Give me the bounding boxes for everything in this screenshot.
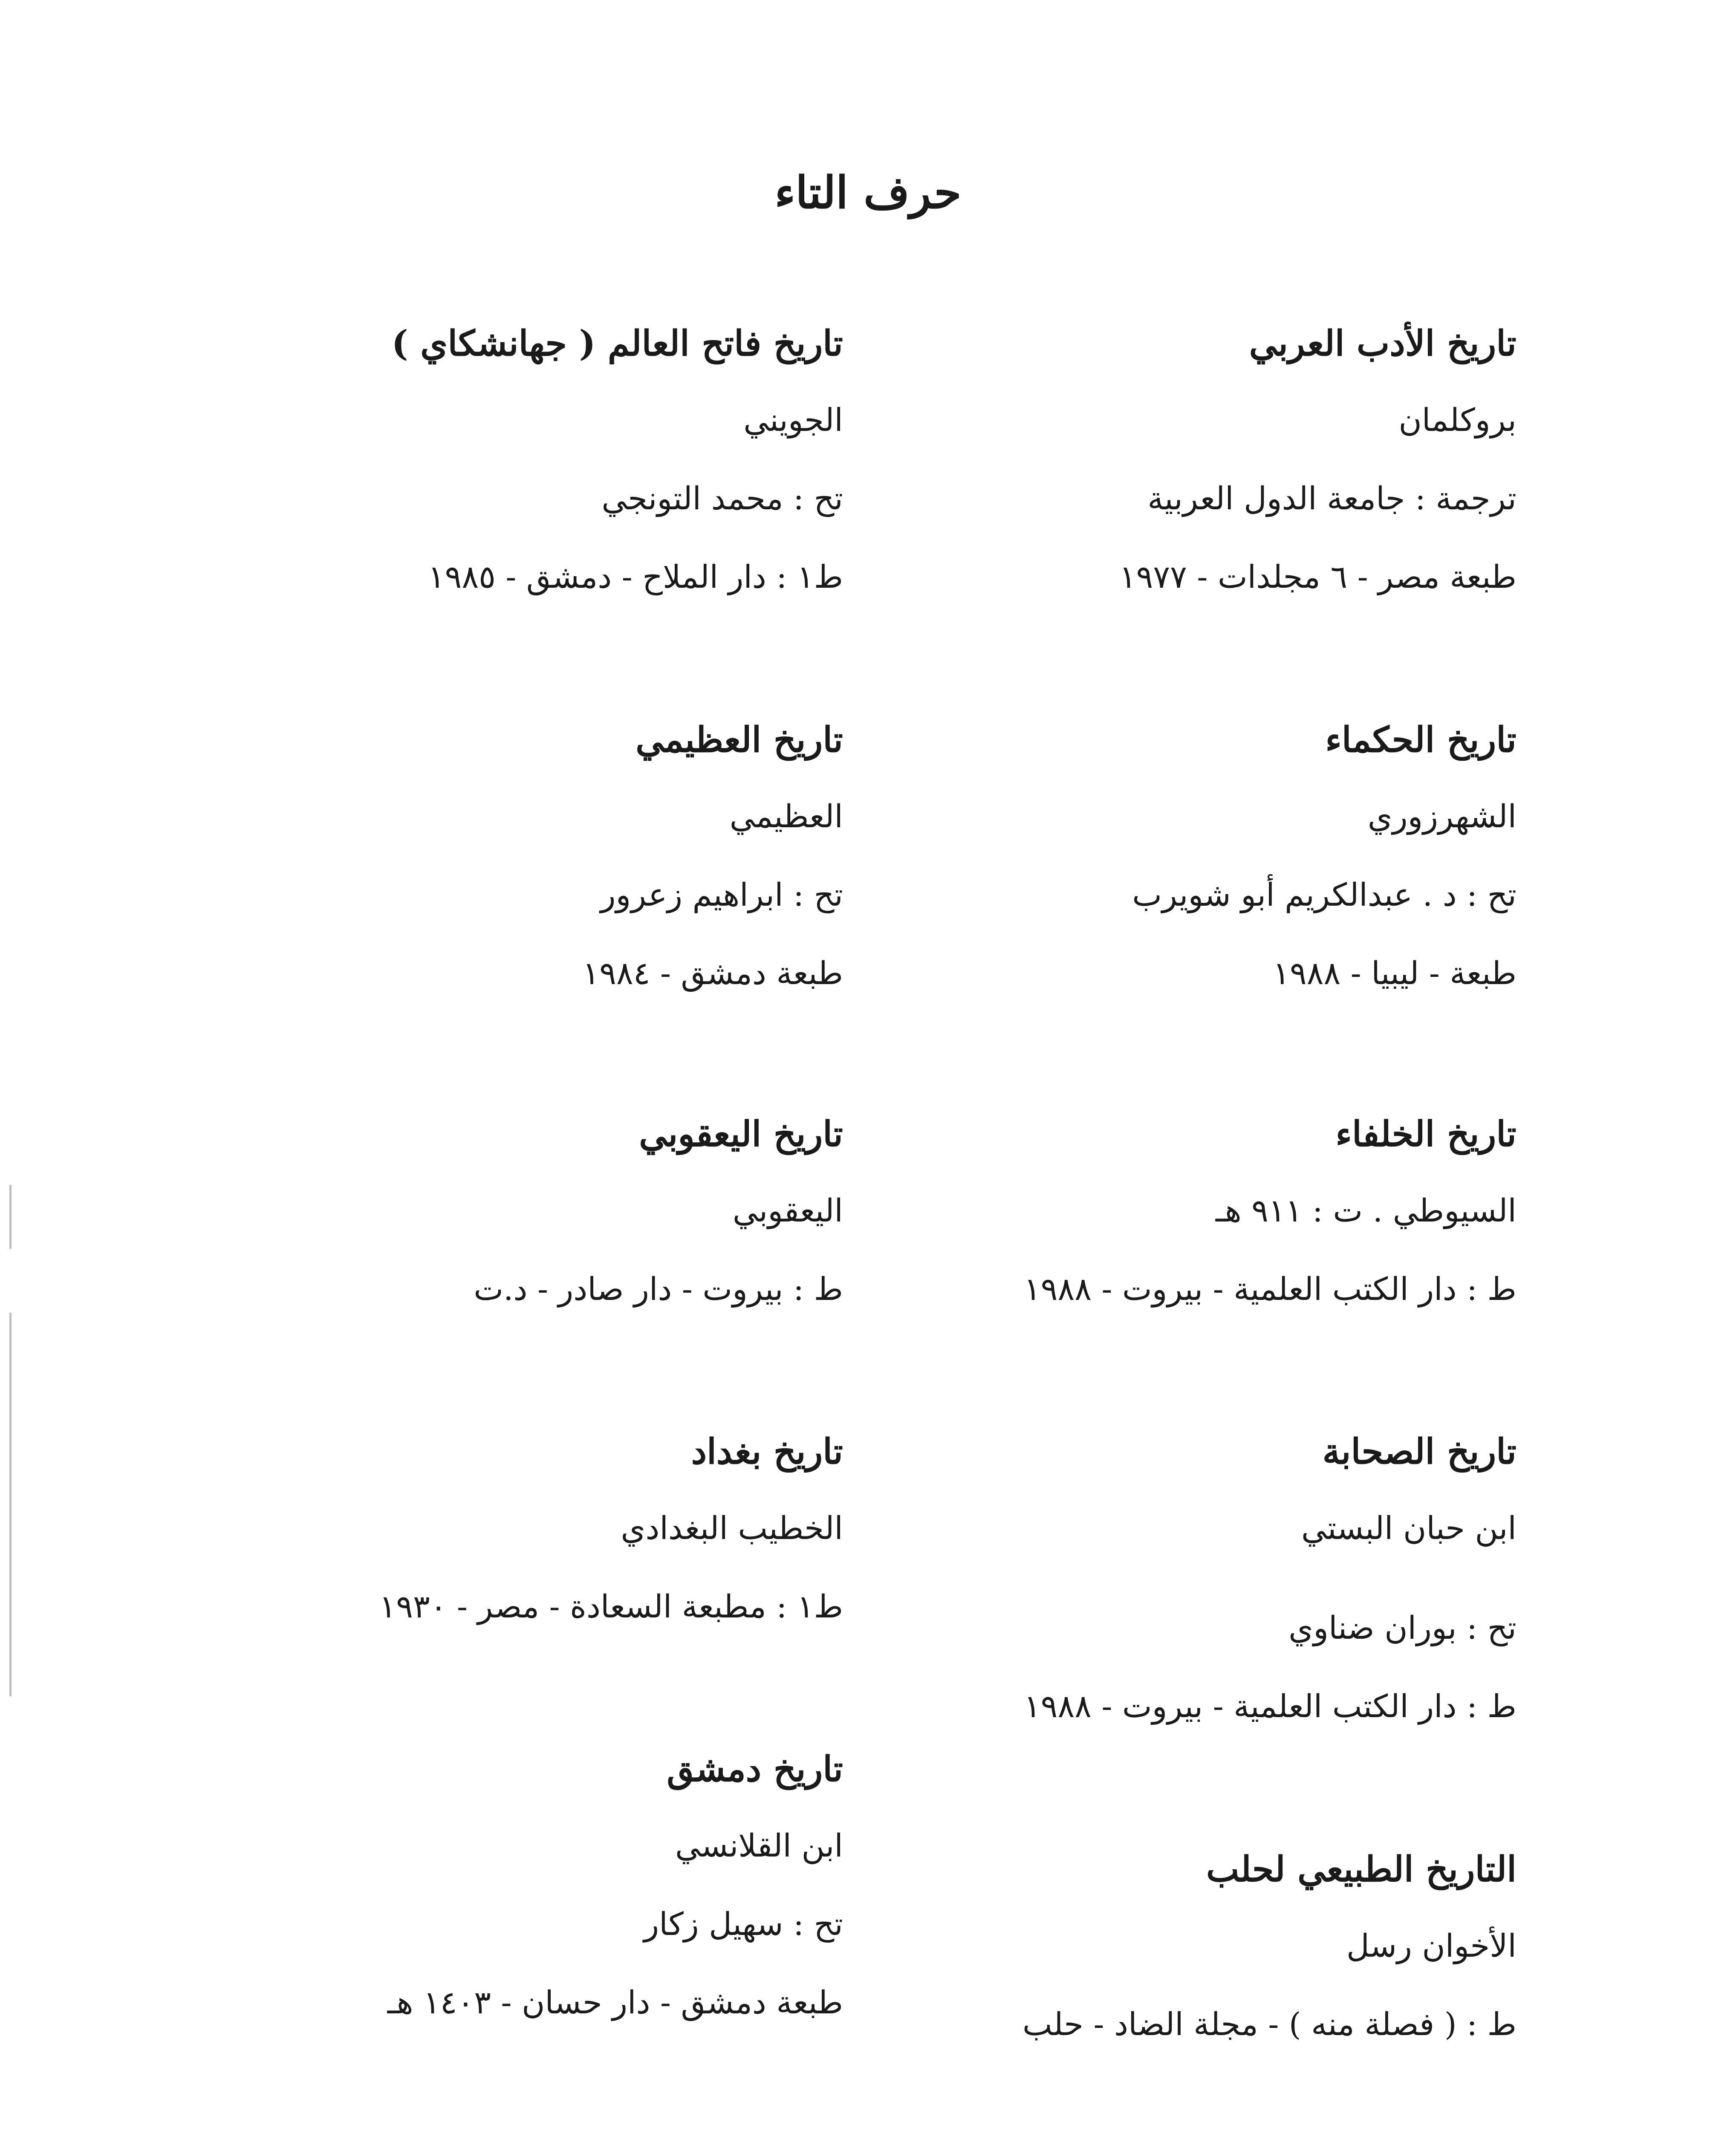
entry-khulafa (1024, 1114, 1516, 1352)
entry-title: التاريخ الطبيعي لحلب (1206, 1849, 1516, 1890)
entry-author: الأخوان رسل (1346, 1928, 1516, 1964)
entry-edition: ط١ : مطبعة السعادة - مصر - ١٩٣٠ (379, 1588, 843, 1625)
entry-author: العظيمي (729, 798, 843, 835)
entry-author: الشهرزوري (1367, 798, 1516, 835)
entry-edition: ط : ( فصلة منه ) - مجلة الضاد - حلب (1023, 2006, 1516, 2043)
entry-edition: ط : دار الكتب العلمية - بيروت - ١٩٨٨ (1024, 1271, 1516, 1308)
entry-hukama (1132, 719, 1516, 1036)
entry-title: تاريخ الحكماء (1325, 719, 1516, 760)
entry-editor: تح : د . عبدالكريم أبو شويرب (1132, 877, 1516, 913)
entry-edition: ط١ : دار الملاح - دمشق - ١٩٨٥ (428, 559, 843, 595)
entry-author: الخطيب البغدادي (621, 1510, 843, 1547)
entry-author: ابن القلانسي (675, 1828, 843, 1864)
page-title: حرف التاء (774, 166, 962, 219)
entry-editor: تح : سهيل زكار (644, 1906, 843, 1943)
entry-editor: تح : ابراهيم زعرور (600, 877, 843, 913)
entry-author: الجويني (743, 402, 843, 439)
entry-edition: طبعة دمشق - ١٩٨٤ (582, 955, 843, 992)
entry-title: تاريخ الخلفاء (1335, 1114, 1516, 1155)
scan-margin-mark (9, 1313, 12, 1696)
entry-editor: تح : بوران ضناوي (1288, 1610, 1516, 1646)
entry-title: تاريخ فاتح العالم ( جهانشكاي ) (391, 323, 843, 364)
entry-tabii-halab (1023, 1849, 1516, 2087)
entry-title: تاريخ الأدب العربي (1249, 323, 1516, 364)
entry-title: تاريخ العظيمي (635, 719, 843, 760)
entry-author: ابن حبان البستي (1301, 1510, 1516, 1547)
entry-title: تاريخ دمشق (667, 1749, 843, 1790)
entry-author: السيوطي . ت : ٩١١ هـ (1216, 1193, 1516, 1229)
scan-margin-mark (9, 1185, 12, 1249)
entry-author: بروكلمان (1398, 402, 1516, 439)
entry-editor: تح : محمد التونجي (601, 480, 843, 517)
entry-author: اليعقوبي (732, 1193, 843, 1229)
entry-baghdad (379, 1431, 843, 1669)
entry-sahaba (1024, 1431, 1516, 1769)
entry-edition: ط : بيروت - دار صادر - د.ت (474, 1271, 843, 1308)
entry-edition: طبعة دمشق - دار حسان - ١٤٠٣ هـ (387, 1984, 843, 2021)
entry-edition: طبعة مصر - ٦ مجلدات - ١٩٧٧ (1119, 559, 1516, 595)
entry-fatih-alalam (391, 323, 843, 640)
entry-yaqubi (474, 1114, 843, 1352)
entry-adab-arabi (1119, 323, 1516, 640)
entry-title: تاريخ اليعقوبي (639, 1114, 843, 1155)
entry-edition: ط : دار الكتب العلمية - بيروت - ١٩٨٨ (1024, 1688, 1516, 1725)
entry-dimashq (387, 1749, 843, 2065)
entry-azimi (582, 719, 843, 1036)
entry-title: تاريخ بغداد (691, 1431, 843, 1472)
entry-edition: طبعة - ليبيا - ١٩٨٨ (1273, 955, 1516, 992)
entry-title: تاريخ الصحابة (1322, 1431, 1516, 1472)
entry-editor: ترجمة : جامعة الدول العربية (1147, 480, 1516, 517)
